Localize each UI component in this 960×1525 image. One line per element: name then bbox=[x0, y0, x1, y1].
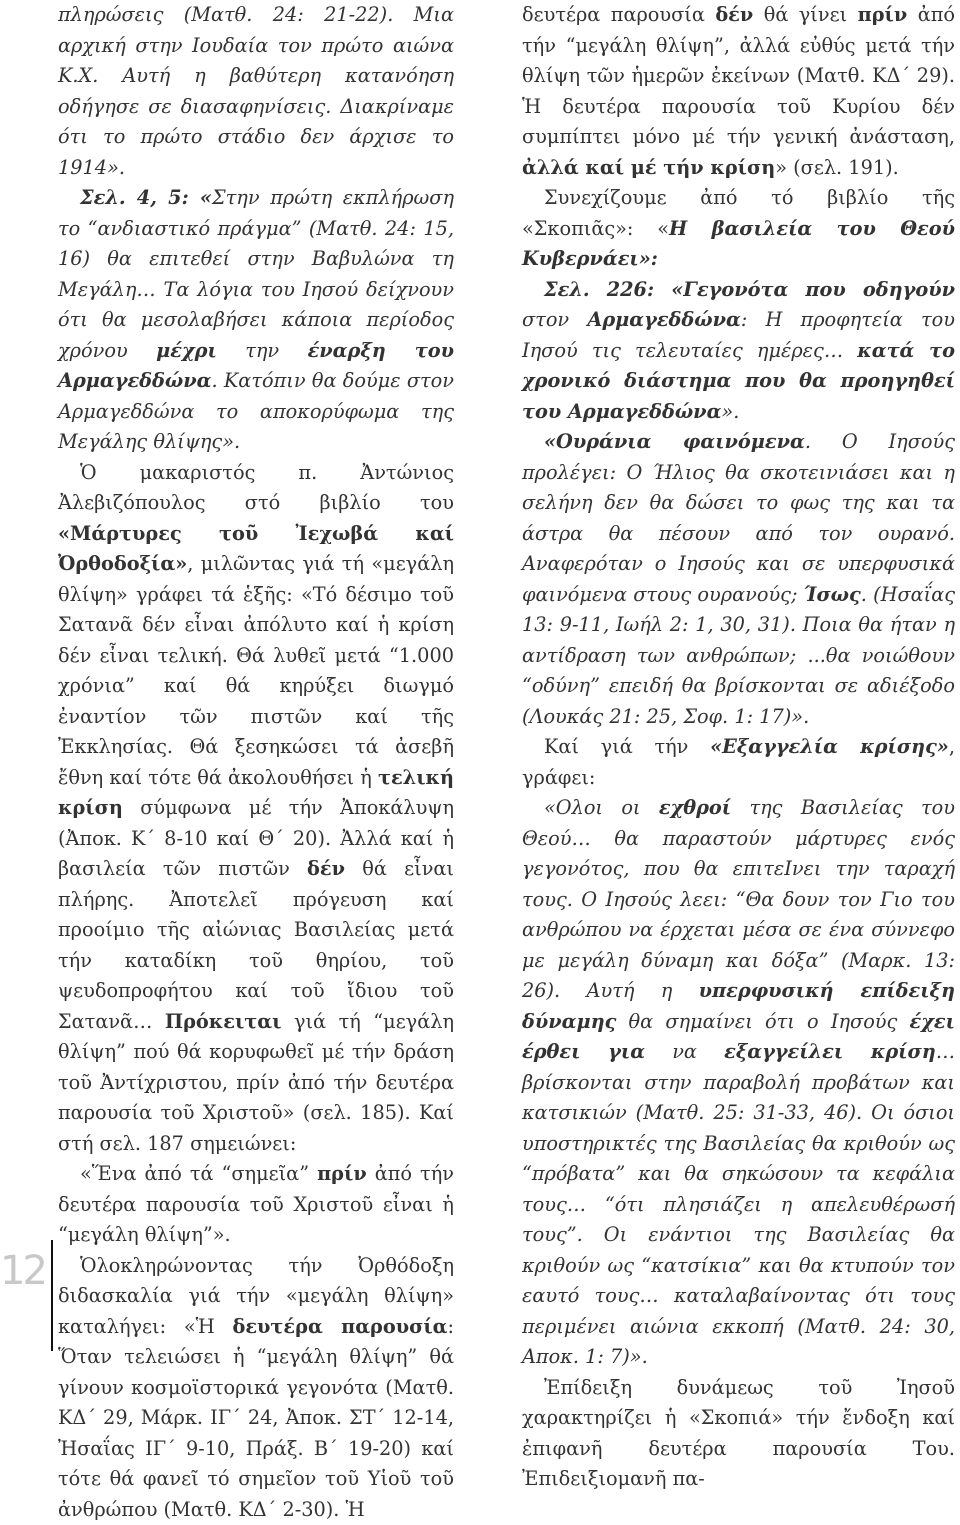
bold-text: εξαγγείλει κρίση bbox=[724, 1040, 936, 1063]
text-run: της Βασιλείας του Θεού… θα παραστούν μάρτυρες ενός γεγονότος, που θα επιτεΙνει την ταραχή τους. Ο Ιησούς λεει: “Θα δουν τον Γιο του ανθρώπου να έρχεται μέσα σε ένα σύννεφο με μεγάλη δύναμη και δόξα” (Μαρκ. 13: 26). Αυτή η bbox=[522, 796, 955, 1002]
text-run: Ἐπίδειξη δυνάμεως τοῦ Ἰησοῦ χαρακτηρίζει ἡ «Σκοπιά» τήν ἔνδοξη καί ἐπιφανῆ δευτέρα παρουσία Του. Ἐπιδειξιομανῆ πα- bbox=[522, 1376, 955, 1491]
text-run: ἀπό τήν “μεγάλη θλίψη”, ἀλλά εὐθύς μετά τήν θλίψη τῶν ἡμερῶν ἐκείνων (Ματθ. ΚΔ΄ 29). Ἡ δευτέρα παρουσία τοῦ Κυρίου δέν συμπίπτει μόνο μέ τήν γενική ἀνάσταση, bbox=[522, 3, 955, 148]
text-run: . Κατόπιν θα δούμε στον Αρμαγεδδώνα το αποκορύφωμα της Μεγάλης θλίψης». bbox=[58, 369, 454, 453]
bold-text: δέν bbox=[715, 3, 753, 26]
text-run: ἀπό τήν δευτέρα παρουσία τοῦ Χριστοῦ εἶναι ἡ “μεγάλη θλίψη”». bbox=[58, 1162, 454, 1246]
text-run: Συνεχίζουμε ἀπό τό βιβλίο τῆς «Σκοπιᾶς»: « bbox=[522, 186, 955, 240]
paragraph bbox=[522, 732, 955, 793]
bold-text: πρίν bbox=[858, 3, 908, 26]
bold-text: Σελ. 226: «Γεγονότα που οδηγούν bbox=[544, 278, 955, 301]
text-run: Στην πρώτη εκπλήρωση το “ανδιαστικό πράγμα” (Ματθ. 24: 15, 16) θα επιτεθεί στην Βαβυλώνα τη Μεγάλη… Τα λόγια του Ιησού δείχνουν ότι θα μεσολαβήσει κάποια περίοδος χρόνου bbox=[58, 186, 454, 362]
text-run: σύμφωνα μέ τήν Ἀποκάλυψη (Ἀποκ. Κ΄ 8-10 καί Θ΄ 20). Ἀλλά καί ἡ βασιλεία τῶν πιστῶν bbox=[58, 796, 454, 880]
bold-text: δευτέρα παρουσία bbox=[232, 1315, 447, 1338]
paragraph bbox=[58, 1251, 454, 1525]
text-run: θά εἶναι πλήρης. Ἀποτελεῖ πρόγευση καί προοίμιο τῆς αἰώνιας Βασιλείας μετά τήν καταδίκη τοῦ θηρίου, τοῦ ψευδοπροφήτου καί τοῦ ἴδιου τοῦ Σατανᾶ… bbox=[58, 857, 454, 1033]
text-run: την bbox=[217, 339, 308, 362]
paragraph bbox=[522, 275, 955, 428]
text-run: στον bbox=[522, 308, 587, 331]
bold-text: Πρόκειται bbox=[165, 1010, 282, 1033]
bold-text: ἀλλά καί μέ τήν κρίση bbox=[522, 156, 775, 179]
text-run: : Η προφητεία του Ιησού τις τελευταίες ημέρες… bbox=[522, 308, 955, 362]
text-run: «Ἕνα ἀπό τά “σημεῖα” bbox=[80, 1162, 317, 1185]
bold-text: υπερφυσική επίδειξη δύναμης bbox=[522, 979, 955, 1033]
text-run: πληρώσεις (Ματθ. 24: 21-22). Μια αρχική στην Ιουδαία τον πρώτο αιώνα Κ.Χ. Αυτή η βαθύτερη κατανόηση οδήγησε σε διασαφηνίσεις. Διακρίναμε ότι το πρώτο στάδιο δεν άρχισε το 1914». bbox=[58, 3, 454, 179]
bold-text: Η βασιλεία του Θεού Κυβερνάει»: bbox=[522, 217, 955, 271]
text-run: Καί γιά τήν bbox=[544, 735, 710, 758]
text-run: «Ολοι οι bbox=[544, 796, 659, 819]
bold-text: πρίν bbox=[317, 1162, 367, 1185]
bold-text: «Ουράνια φαινόμενα bbox=[544, 430, 805, 453]
bold-text: έχει έρθει για bbox=[522, 1010, 955, 1064]
text-run: . (Ησαΐας 13: 9-11, Ιωήλ 2: 1, 30, 31). Ποια θα ήταν η αντίδραση των ανθρώπων; ...θα νοιώθουν “οδύνη” επειδή θα βρίσκονται σε αδιέξοδο (Λουκάς 21: 25, Σοφ. 1: 17)». bbox=[522, 583, 955, 728]
bold-text: τελική κρίση bbox=[58, 766, 454, 820]
text-run: δευτέρα παρουσία bbox=[522, 3, 715, 26]
text-run: θά γίνει bbox=[753, 3, 857, 26]
text-run: ». bbox=[721, 400, 739, 423]
text-run: : Ὅταν τελειώσει ἡ “μεγάλη θλίψη” θά γίνουν κοσμοϊστορικά γεγονότα (Ματθ. ΚΔ΄ 29, Μάρκ. ΙΓ΄ 24, Ἀποκ. ΣΤ΄ 12-14, Ἠσαΐας ΙΓ΄ 9-10, Πράξ. Β΄ 19-20) καί τότε θά φανεῖ τό σημεῖον τοῦ Υἱοῦ τοῦ ἀνθρώπου (Ματθ. ΚΔ΄ 2-30). Ἡ bbox=[58, 1315, 454, 1521]
text-run: να bbox=[645, 1040, 724, 1063]
bold-text: κατά το χρονικό διάστημα που θα προηγηθεί του Αρμαγεδδώνα bbox=[522, 339, 955, 423]
left-column bbox=[58, 0, 454, 1525]
bold-text: μέχρι bbox=[156, 339, 217, 362]
text-run: … βρίσκονται στην παραβολή προβάτων και κατσικιών (Ματθ. 25: 31-33, 46). Οι όσιοι υποστηρικτές της Βασιλείας θα κριθούν ως “πρόβατα” και θα σηκώσουν τα κεφάλια τους… “ότι πλησιάζει η απελευθέρωσή τους”. Οι ενάντιοι της Βασιλείας θα κριθούν ως “κατσίκια” και θα κτυπούν τον εαυτό τους… καταλαβαίνοντας ότι τους περιμένει αιώνια εκκοπή (Ματθ. 24: 30, Αποκ. 1: 7)». bbox=[522, 1040, 955, 1368]
bold-text: Αρμαγεδδώνα bbox=[587, 308, 740, 331]
paragraph bbox=[522, 1373, 955, 1495]
text-run: Ὁλοκληρώνοντας τήν Ὀρθόδοξη διδασκαλία γιά τήν «μεγάλη θλίψη» καταλήγει: «Ἡ bbox=[58, 1254, 454, 1338]
bold-text: Σελ. 4, 5: « bbox=[80, 186, 212, 209]
paragraph bbox=[58, 183, 454, 458]
paragraph bbox=[58, 1159, 454, 1251]
text-run: » (σελ. 191). bbox=[775, 156, 899, 179]
paragraph bbox=[58, 0, 454, 183]
page-rule bbox=[51, 1240, 53, 1351]
bold-text: «Εξαγγελία κρίσης» bbox=[710, 735, 949, 758]
paragraph bbox=[522, 427, 955, 732]
paragraph bbox=[522, 183, 955, 275]
paragraph bbox=[522, 0, 955, 183]
text-run: . Ο Ιησούς προλέγει: Ο Ήλιος θα σκοτεινιάσει και η σελήνη δεν θα δώσει το φως της και τα άστρα θα πέσουν από τον ουρανό. Αναφερόταν ο Ιησούς και σε υπερφυσικά φαινόμενα στους ουρανούς; bbox=[522, 430, 955, 606]
paragraph bbox=[522, 793, 955, 1373]
bold-text: εχθροί bbox=[659, 796, 731, 819]
bold-text: «Μάρτυρες τοῦ Ἰεχωβά καί Ὀρθοδοξία» bbox=[58, 522, 454, 576]
bold-text: Ίσως bbox=[804, 583, 861, 606]
text-run: γιά τή “μεγάλη θλίψη” πού θά κορυφωθεῖ μέ τήν δράση τοῦ Ἀντίχριστου, πρίν ἀπό τήν δευτέρα παρουσία τοῦ Χριστοῦ» (σελ. 185). Καί στή σελ. 187 σημειώνει: bbox=[58, 1010, 454, 1155]
text-run: , μιλῶντας γιά τή «μεγάλη θλίψη» γράφει τά ἑξῆς: «Τό δέσιμο τοῦ Σατανᾶ δέν εἶναι ἀπόλυτο καί ἡ κρίση δέν εἶναι τελική. Θά λυθεῖ μετά “1.000 χρόνια” καί θά κηρύξει διωγμό ἐναντίον τῶν πιστῶν καί τῆς Ἐκκλησίας. Θά ξεσηκώσει τά ἀσεβῆ ἔθνη καί τότε θά ἀκολουθήσει ἡ bbox=[58, 552, 454, 789]
right-column bbox=[522, 0, 955, 1495]
text-run: , γράφει: bbox=[522, 735, 955, 789]
page-number: 12 bbox=[0, 1248, 45, 1294]
text-run: Ὁ μακαριστός π. Ἀντώνιος Ἀλεβιζόπουλος στό βιβλίο του bbox=[58, 461, 454, 515]
bold-text: έναρξη του Αρμαγεδδώνα bbox=[58, 339, 454, 393]
text-run: θα σημαίνει ότι ο Ιησούς bbox=[616, 1010, 909, 1033]
bold-text: δέν bbox=[307, 857, 345, 880]
paragraph bbox=[58, 458, 454, 1160]
